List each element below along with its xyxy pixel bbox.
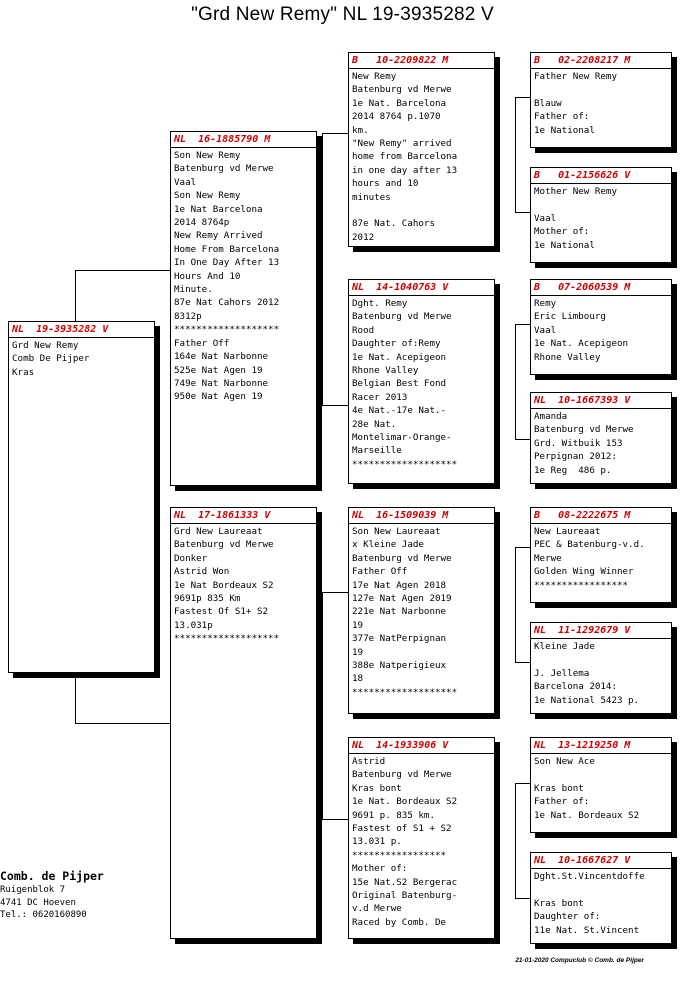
- connector-line: [75, 270, 172, 271]
- ring-number: B 07-2060539 M: [531, 280, 671, 296]
- connector-line: [515, 439, 530, 440]
- connector-line: [322, 592, 349, 593]
- connector-line: [515, 783, 516, 898]
- pigeon-details: Astrid Batenburg vd Merwe Kras bont 1e Nat. Bordeaux S2 9691 p. 835 km. Fastest of S1 + S2 13.031 p. ***************** Mother of: 15e Nat.S2 Bergerac Original Batenburg- v.d Merwe Raced by Comb. De: [352, 756, 458, 928]
- pigeon-details: Grd New Laureaat Batenburg vd Merwe Donker Astrid Won 1e Nat Bordeaux S2 9691p 835 Km Fastest Of S1+ S2 13.031p *******************: [174, 526, 280, 645]
- pigeon-card-dsd[interactable]: [530, 622, 672, 714]
- pigeon-details: Son New Ace Kras bont Father of: 1e Nat. Bordeaux S2: [534, 756, 640, 821]
- connector-line: [75, 723, 172, 724]
- connector-line: [515, 97, 530, 98]
- connector-line: [515, 97, 516, 212]
- ring-number: NL 16-1509039 M: [349, 508, 494, 524]
- ring-number: NL 10-1667627 V: [531, 853, 671, 869]
- pigeon-details: New Remy Batenburg vd Merwe 1e Nat. Barcelona 2014 8764 p.1070 km. "New Remy" arrived home from Barcelona in one day after 13 hours and 10 minutes 87e Nat. Cahors 2012: [352, 71, 458, 243]
- owner-postcode: 4741 DC Hoeven: [0, 897, 76, 908]
- pigeon-card-sire-sire[interactable]: [348, 52, 495, 247]
- ring-number: NL 11-1292679 V: [531, 623, 671, 639]
- connector-line: [515, 898, 530, 899]
- ring-number: B 02-2208217 M: [531, 53, 671, 69]
- connector-line: [515, 324, 530, 325]
- ring-number: NL 19-3935282 V: [9, 322, 154, 338]
- pigeon-card-sds[interactable]: [530, 279, 672, 375]
- pigeon-details: Dght. Remy Batenburg vd Merwe Rood Daughter of:Remy 1e Nat. Acepigeon Rhone Valley Belgian Best Fond Racer 2013 4e Nat.-17e Nat.- 28e Nat. Montelimar-Orange- Marseille *******************: [352, 298, 458, 470]
- pigeon-card-dss[interactable]: [530, 507, 672, 603]
- connector-line: [75, 270, 76, 323]
- connector-line: [515, 783, 530, 784]
- owner-name: Comb. de Pijper: [0, 869, 104, 883]
- connector-line: [515, 324, 516, 439]
- pigeon-details: Remy Eric Limbourg Vaal 1e Nat. Acepigeon Rhone Valley: [534, 298, 629, 363]
- pigeon-card-sire-dam[interactable]: [348, 279, 495, 484]
- pigeon-card-sss[interactable]: [530, 52, 672, 148]
- pigeon-card-ddd[interactable]: [530, 852, 672, 944]
- connector-line: [322, 592, 323, 819]
- connector-line: [322, 133, 349, 134]
- ring-number: NL 13-1219250 M: [531, 738, 671, 754]
- pigeon-card-sdd[interactable]: [530, 392, 672, 484]
- connector-line: [515, 212, 530, 213]
- connector-line: [322, 819, 349, 820]
- connector-line: [515, 662, 530, 663]
- owner-address: Ruigenblok 7: [0, 885, 66, 895]
- footer-credit: 21-01-2020 Compuclub © Comb. de Pijper: [515, 957, 644, 964]
- pigeon-details: Mother New Remy Vaal Mother of: 1e National: [534, 186, 617, 251]
- pigeon-card-ssd[interactable]: [530, 167, 672, 263]
- pigeon-details: Dght.St.Vincentdoffe Kras bont Daughter of: 11e Nat. St.Vincent: [534, 871, 645, 936]
- pigeon-card-dam-sire[interactable]: [348, 507, 495, 714]
- pigeon-card-dam-dam[interactable]: [348, 737, 495, 939]
- pigeon-details: New Laureaat PEC & Batenburg-v.d. Merwe Golden Wing Winner *****************: [534, 526, 645, 591]
- connector-line: [322, 405, 349, 406]
- connector-line: [322, 133, 323, 405]
- pigeon-details: Son New Laureaat x Kleine Jade Batenburg vd Merwe Father Off 17e Nat Agen 2018 127e Nat Agen 2019 221e Nat Narbonne 19 377e NatPerpignan 19 388e Natperigieux 18 *******************: [352, 526, 458, 698]
- page-title: "Grd New Remy" NL 19-3935282 V: [191, 4, 494, 25]
- connector-line: [515, 547, 530, 548]
- pigeon-card-sire[interactable]: [170, 131, 317, 486]
- ring-number: B 08-2222675 M: [531, 508, 671, 524]
- owner-phone: Tel.: 0620160890: [0, 910, 87, 920]
- ring-number: NL 14-1040763 V: [349, 280, 494, 296]
- pigeon-details: Kleine Jade J. Jellema Barcelona 2014: 1e National 5423 p.: [534, 641, 640, 706]
- pigeon-details: Father New Remy Blauw Father of: 1e National: [534, 71, 617, 136]
- connector-line: [75, 677, 76, 723]
- pigeon-card-dds[interactable]: [530, 737, 672, 833]
- pigeon-card-subject[interactable]: [8, 321, 155, 673]
- ring-number: NL 17-1861333 V: [171, 508, 316, 524]
- connector-line: [515, 547, 516, 662]
- ring-number: NL 16-1885790 M: [171, 132, 316, 148]
- owner-info: [0, 868, 104, 922]
- ring-number: NL 10-1667393 V: [531, 393, 671, 409]
- pigeon-card-dam[interactable]: [170, 507, 317, 939]
- pigeon-details: Grd New Remy Comb De Pijper Kras: [12, 340, 90, 378]
- pigeon-details: Amanda Batenburg vd Merwe Grd. Witbuik 153 Perpignan 2012: 1e Reg 486 p.: [534, 411, 634, 476]
- ring-number: B 01-2156626 V: [531, 168, 671, 184]
- pigeon-details: Son New Remy Batenburg vd Merwe Vaal Son New Remy 1e Nat Barcelona 2014 8764p New Remy Arrived Home From Barcelona In One Day After 13 Hours And 10 Minute. 87e Nat Cahors 2012 8312p ******************* Father Off 164e Nat Narbonne 525e Nat Agen 19 749e Nat Narbonne 950e Nat Agen 19: [174, 150, 280, 403]
- ring-number: NL 14-1933906 V: [349, 738, 494, 754]
- ring-number: B 10-2209822 M: [349, 53, 494, 69]
